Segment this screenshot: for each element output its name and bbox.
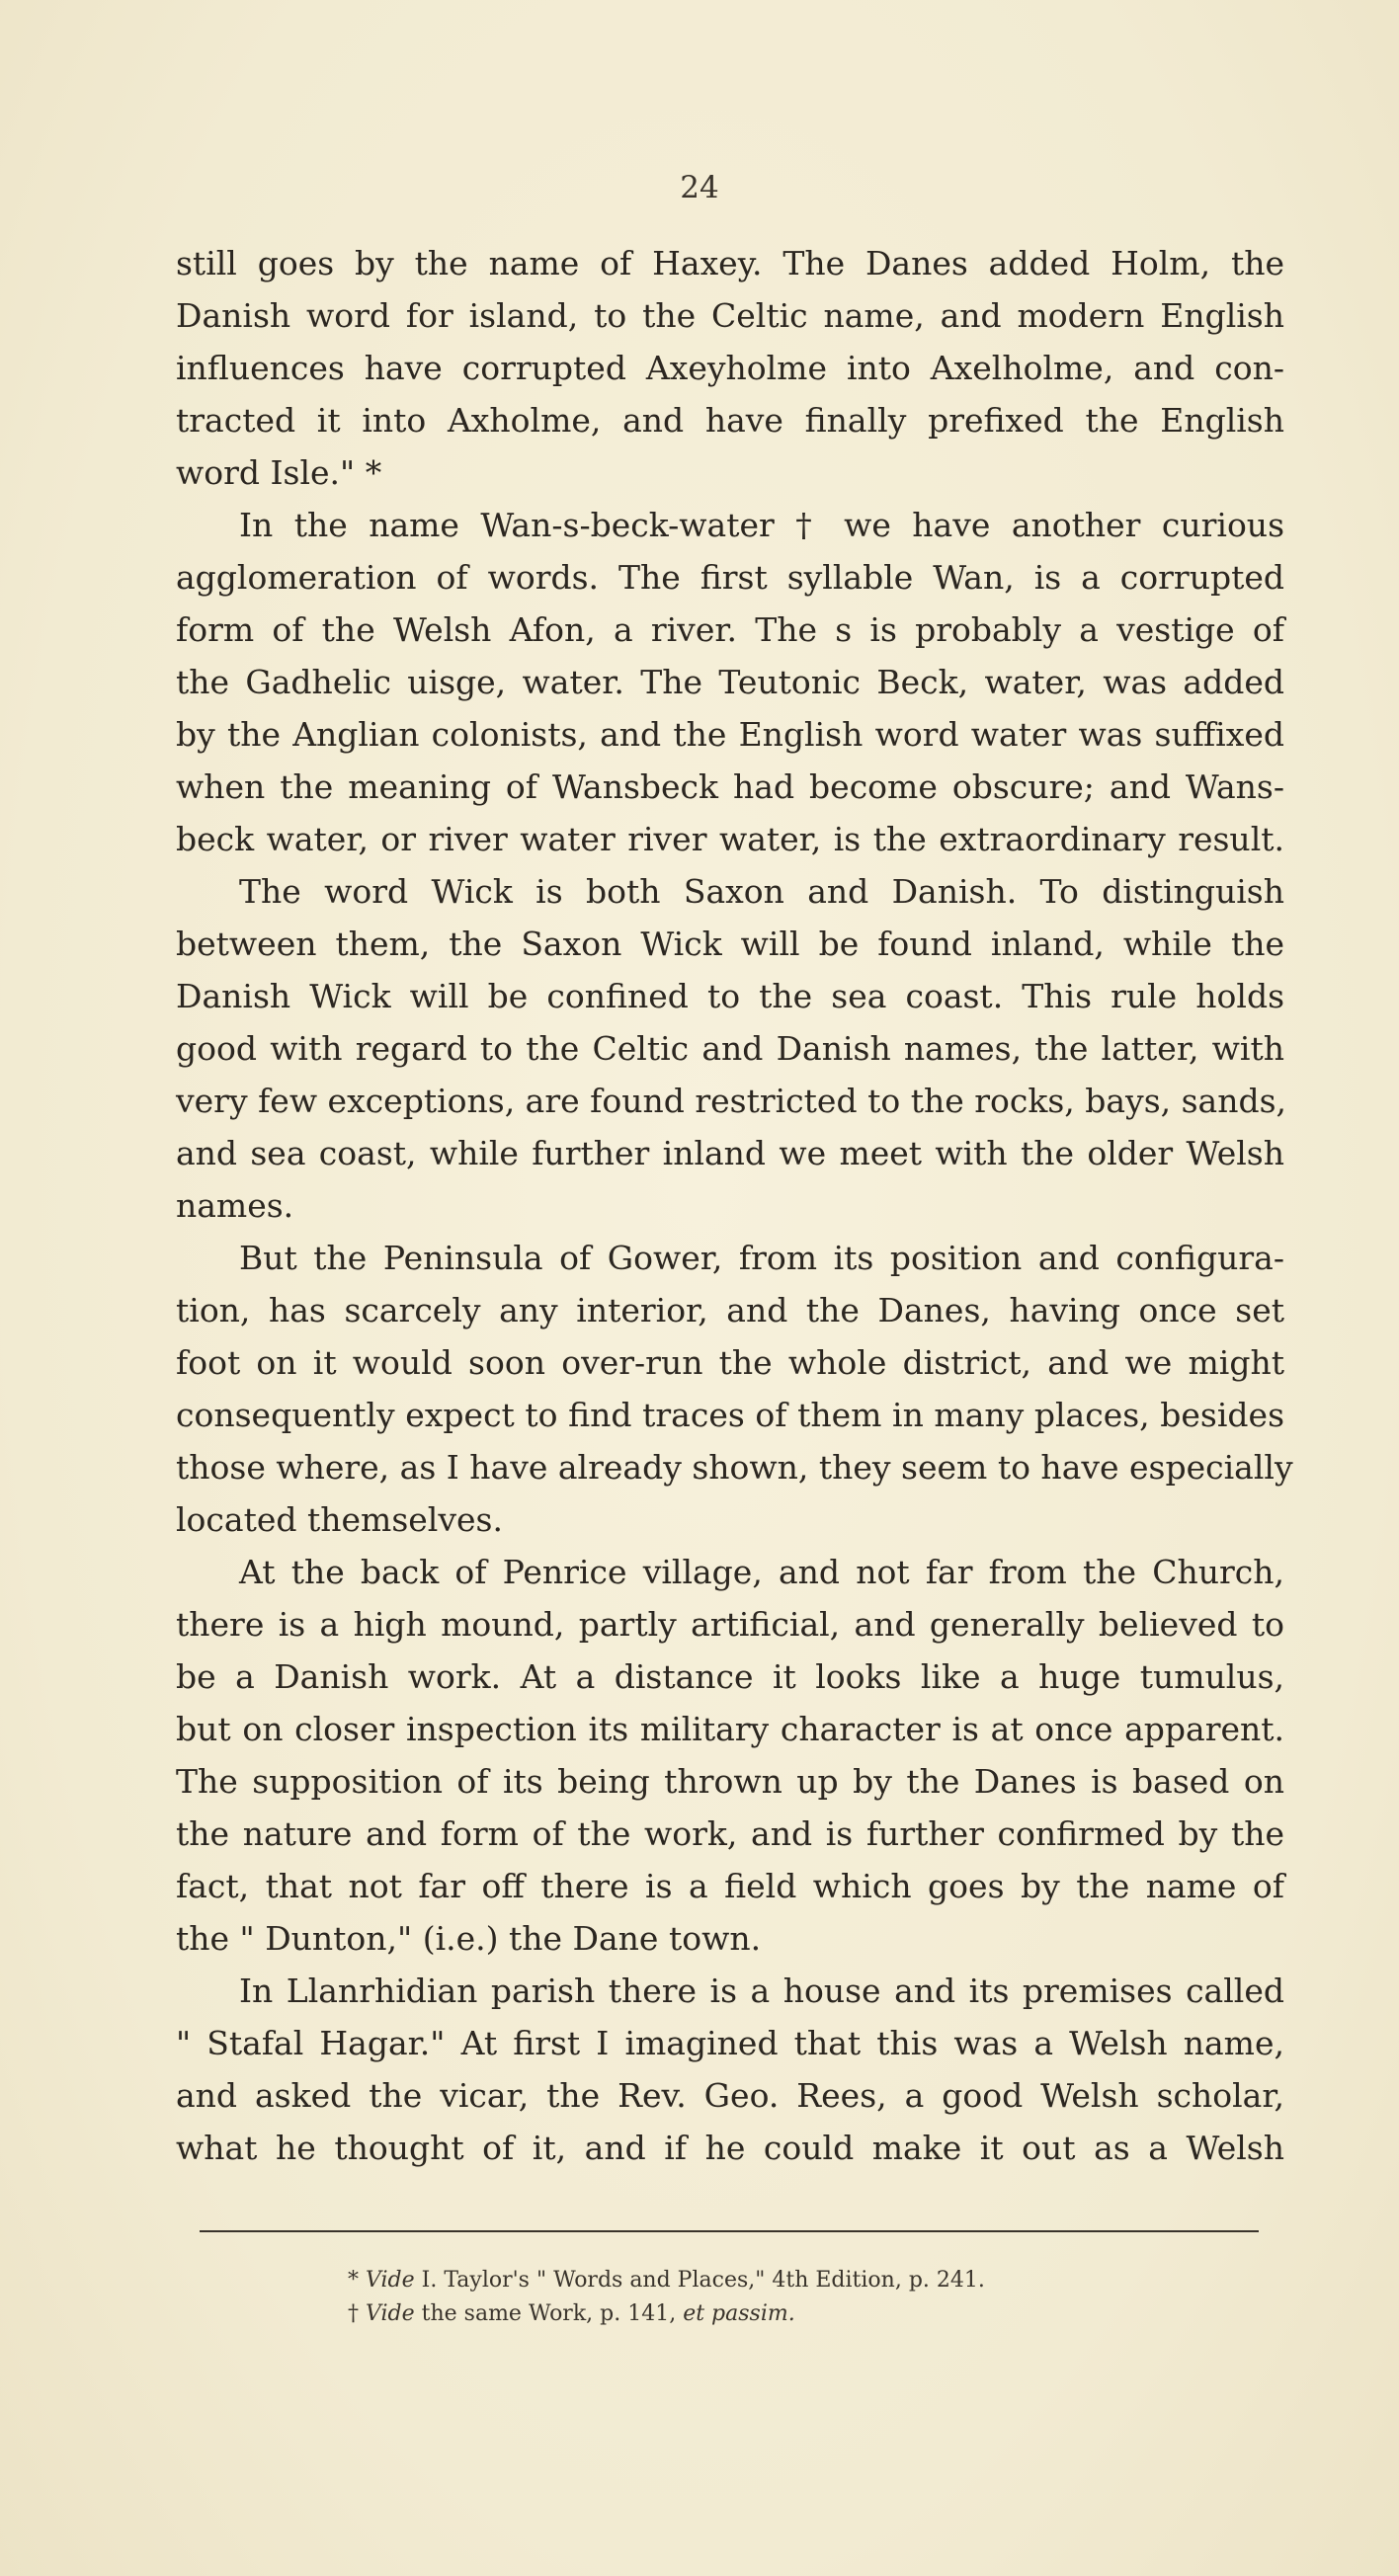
- page-number: 24: [680, 170, 719, 205]
- text-line: But the Peninsula of Gower, from its position and configura-: [239, 1239, 1284, 1277]
- text-line: agglomeration of words. The first syllable Wan, is a corrupted: [176, 558, 1284, 597]
- text-line: what he thought of it, and if he could make it out as a Welsh: [176, 2129, 1284, 2167]
- text-line: the Gadhelic uisge, water. The Teutonic Beck, water, was added: [176, 663, 1284, 701]
- text-line: " Stafal Hagar." At first I imagined that this was a Welsh name,: [176, 2024, 1284, 2062]
- text-line: those where, as I have already shown, they seem to have especially: [176, 1448, 1293, 1487]
- footnote-italic: Vide: [366, 2268, 415, 2293]
- text-line: be a Danish work. At a distance it looks like a huge tumulus,: [176, 1657, 1284, 1696]
- text-line: beck water, or river water river water, is the extraordinary result.: [176, 820, 1284, 858]
- text-line: there is a high mound, partly artificial, and generally believed to: [176, 1605, 1284, 1644]
- text-line: tion, has scarcely any interior, and the Danes, having once set: [176, 1291, 1284, 1329]
- text-line: Danish Wick will be confined to the sea coast. This rule holds: [176, 977, 1284, 1015]
- text-line: names.: [176, 1186, 294, 1225]
- text-line: fact, that not far off there is a field which goes by the name of: [176, 1867, 1284, 1905]
- footnote: [348, 2297, 1237, 2331]
- text-line: very few exceptions, are found restricted to the rocks, bays, sands,: [176, 1082, 1287, 1120]
- footnote-marker: †: [348, 2301, 359, 2326]
- text-line: and asked the vicar, the Rev. Geo. Rees, a good Welsh scholar,: [176, 2076, 1284, 2115]
- footnote-italic-end: et passim.: [683, 2301, 795, 2326]
- text-line: by the Anglian colonists, and the English word water was suffixed: [176, 715, 1284, 754]
- footnote-divider: [200, 2230, 1259, 2232]
- footnote-text: the same Work, p. 141,: [421, 2301, 677, 2326]
- text-line: In the name Wan-s-beck-water † we have another curious: [239, 506, 1284, 544]
- text-line: word Isle." *: [176, 453, 382, 492]
- text-line: Danish word for island, to the Celtic name, and modern English: [176, 296, 1284, 335]
- text-line: foot on it would soon over-run the whole district, and we might: [176, 1343, 1284, 1382]
- text-line: The supposition of its being thrown up by the Danes is based on: [176, 1762, 1284, 1801]
- text-line: form of the Welsh Afon, a river. The s is probably a vestige of: [176, 610, 1284, 649]
- footnotes: [348, 2264, 1237, 2331]
- text-line: In Llanrhidian parish there is a house and its premises called: [239, 1972, 1284, 2010]
- footnote-text: I. Taylor's " Words and Places," 4th Edition, p. 241.: [421, 2268, 985, 2293]
- text-line: tracted it into Axholme, and have finally prefixed the English: [176, 401, 1284, 440]
- text-line: good with regard to the Celtic and Danish names, the latter, with: [176, 1029, 1284, 1068]
- text-line: the " Dunton," (i.e.) the Dane town.: [176, 1919, 762, 1958]
- body-text: [176, 237, 1293, 2174]
- text-line: located themselves.: [176, 1500, 503, 1539]
- text-line: still goes by the name of Haxey. The Danes added Holm, the: [176, 244, 1284, 282]
- text-line: At the back of Penrice village, and not far from the Church,: [239, 1553, 1284, 1591]
- text-line: The word Wick is both Saxon and Danish. To distinguish: [239, 872, 1284, 911]
- text-line: when the meaning of Wansbeck had become obscure; and Wans-: [176, 767, 1284, 806]
- text-line: but on closer inspection its military character is at once apparent.: [176, 1710, 1284, 1748]
- text-line: consequently expect to find traces of them in many places, besides: [176, 1396, 1284, 1434]
- footnote-italic: Vide: [366, 2301, 415, 2326]
- text-line: influences have corrupted Axeyholme into Axelholme, and con-: [176, 349, 1284, 387]
- footnote-marker: *: [348, 2268, 359, 2293]
- footnote: [348, 2264, 1237, 2297]
- text-line: between them, the Saxon Wick will be found inland, while the: [176, 925, 1284, 963]
- text-line: and sea coast, while further inland we meet with the older Welsh: [176, 1134, 1284, 1172]
- text-line: the nature and form of the work, and is further confirmed by the: [176, 1814, 1284, 1853]
